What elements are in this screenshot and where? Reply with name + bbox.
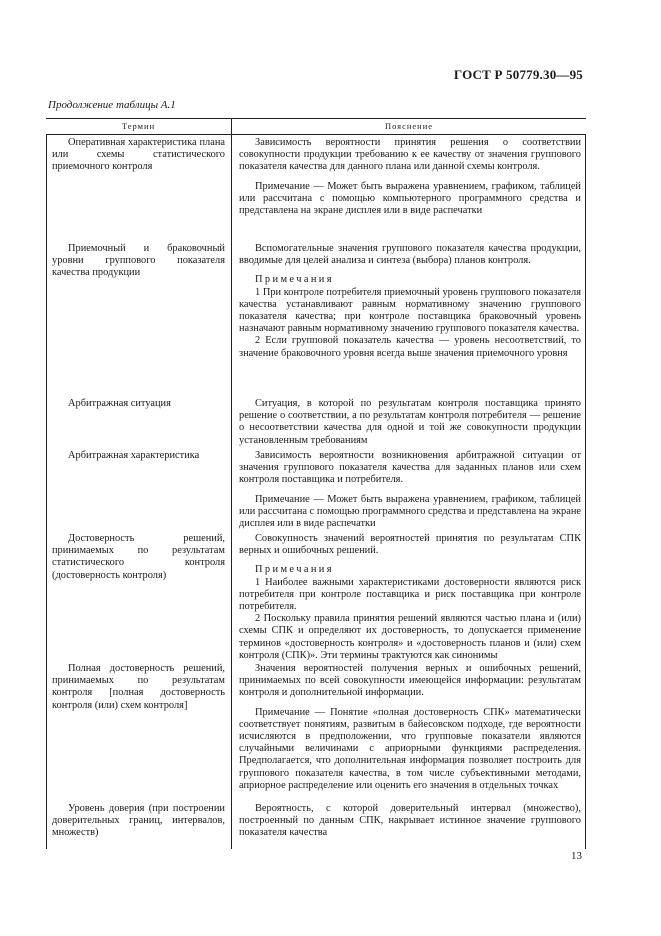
table-header — [46, 119, 586, 135]
explanation-paragraph: Значения вероятностей получения верных и ошибочных решений, принимаемых по всей совокупности имеющейся информации: результатам контроля и дополнительной информации. — [239, 663, 581, 699]
explanation-paragraph: Примечание — Может быть выражена уравнением, графиком, таблицей или рассчитана с помощью компьютерного программного средства и представлена на экране дисплея или в виде распечатки — [239, 180, 581, 217]
table-caption: Продолжение таблицы А.1 — [48, 99, 176, 111]
explanation-paragraph: 2 Если групповой показатель качества — уровень несоответствий, то значение браковочного уровня всегда выше значения приемочного уровня — [239, 335, 581, 359]
term-cell: Оперативная характеристика плана или схемы статистического приемочного контроля — [52, 137, 225, 173]
explanation-paragraph: 1 При контроле потребителя приемочный уровень группового показателя качества устанавливают равным нормативному значению группового показателя качества; при контроле поставщика браковочный уровень назначают равным нормативному значению группового показателя качества. — [239, 286, 581, 335]
term-cell: Уровень доверия (при построении доверительных границ, интервалов, множеств) — [52, 803, 225, 839]
term-cell: Арбитражная характеристика — [68, 450, 200, 461]
table-row — [46, 663, 586, 792]
standard-header: ГОСТ Р 50779.30—95 — [453, 67, 583, 82]
table-row — [46, 398, 586, 447]
table-row — [46, 450, 586, 530]
explanation-paragraph: Зависимость вероятности принятия решения о соответствии совокупности продукции требованию к ее качеству от значения группового показателя качества для данного плана или данной схемы контроля. — [239, 137, 581, 173]
explanation-paragraph: Ситуация, в которой по результатам контроля поставщика принято решение о соответствии, а по результатам контроля потребителя — решение о несоответствии качества для одной и той же совокупности продукции установленным требованиям — [239, 398, 581, 446]
column-header-term: Термин — [46, 119, 232, 134]
table-row — [46, 243, 586, 360]
table-body — [46, 135, 586, 849]
terms-table — [46, 118, 586, 849]
table-row — [46, 533, 586, 662]
explanation-paragraph: Вероятность, с которой доверительный интервал (множество), построенный по данным СПК, накрывает истинное значение группового показателя качества — [239, 803, 581, 839]
explanation-paragraph: Зависимость вероятности возникновения арбитражной ситуации от значения группового показателя качества для заданных планов или схем контроля поставщика и потребителя. — [239, 450, 581, 486]
explanation-cell — [231, 398, 586, 447]
page-number: 13 — [571, 850, 582, 862]
term-cell: Арбитражная ситуация — [68, 398, 171, 409]
explanation-cell — [231, 663, 586, 792]
table-row — [46, 803, 586, 840]
explanation-cell — [231, 137, 586, 217]
explanation-paragraph: Примечания — [255, 564, 334, 576]
explanation-paragraph: Вспомогательные значения группового показателя качества продукции, вводимые для целей анализа и синтеза (выбора) планов контроля. — [239, 243, 581, 267]
term-cell: Достоверность решений, принимаемых по результатам статистического контроля (достоверность контроля) — [52, 533, 225, 581]
explanation-paragraph: 1 Наиболее важными характеристиками достоверности являются риск потребителя при контроле поставщика и риск поставщика при контроле потребителя. — [239, 576, 581, 613]
explanation-paragraph: Примечание — Понятие «полная достоверность СПК» математически соответствует понятиям, развитым в байесовском подходе, где вероятности исчисляются в предположении, что групповые показатели являются случайными величинами с априорными функциями распределения. Предполагается, что дополнительная информация позволяет построить для группового показателя качества, в том числе субъективными методами, априорное распределение или оценить его значения в отдельных точках — [239, 706, 581, 791]
explanation-paragraph: 2 Поскольку правила принятия решений являются частью плана и (или) схемы СПК и определяют их достоверность, то допускается применение терминов «достоверность контроля» и «достоверность планов и (или) схем контроля (СПК)». Эти термины трактуются как синонимы — [239, 613, 581, 661]
explanation-cell — [231, 533, 586, 662]
explanation-cell — [231, 803, 586, 840]
term-cell: Приемочный и браковочный уровни группового показателя качества продукции — [52, 243, 225, 279]
explanation-cell — [231, 243, 586, 360]
explanation-cell — [231, 450, 586, 530]
explanation-paragraph: Примечание — Может быть выражена уравнением, графиком, таблицей или рассчитана с помощью программного средства и представлена на экране дисплея или в виде распечатки — [239, 493, 581, 530]
term-cell: Полная достоверность решений, принимаемых по результатам контроля [полная достоверность контроля (или) схем контроля] — [52, 663, 225, 711]
column-header-explanation: Пояснение — [384, 121, 434, 131]
explanation-paragraph: Совокупность значений вероятностей принятия по результатам СПК верных и ошибочных решений. — [239, 533, 581, 557]
table-row — [46, 137, 586, 217]
explanation-paragraph: Примечания — [255, 274, 334, 286]
